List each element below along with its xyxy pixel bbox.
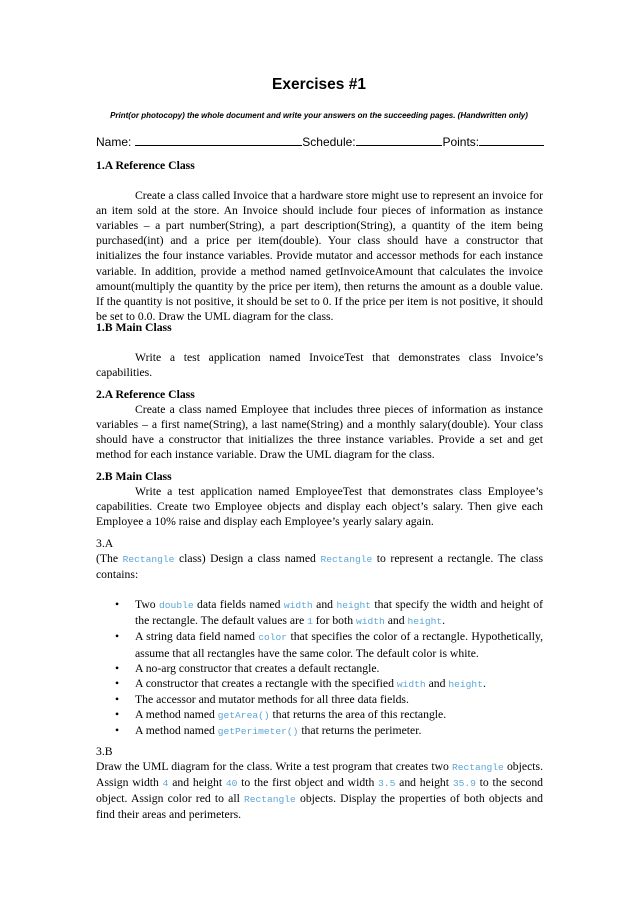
code-text: Rectangle <box>452 762 504 774</box>
text: that returns the perimeter. <box>298 724 422 738</box>
section-body: Write a test application named EmployeeTest that demonstrates class Employee’s capabilities. Create two Employee objects and display each object’s salary. Then give each Employee a 10% raise and display each Employee’s yearly salary again. <box>96 485 543 529</box>
name-label: Name: <box>96 135 132 149</box>
code-text: Rectangle <box>122 554 175 566</box>
code-text: 1 <box>307 616 313 628</box>
section-2a <box>96 387 543 462</box>
name-blank <box>135 133 302 146</box>
page-title: Exercises #1 <box>272 76 366 93</box>
schedule-blank <box>356 133 443 146</box>
section-3a <box>96 536 543 739</box>
text: and <box>425 676 449 690</box>
section-body: Write a test application named InvoiceTest that demonstrates class Invoice’s capabilities. <box>96 351 543 380</box>
text: that specify the width and height of the rectangle. The default values are <box>135 598 544 628</box>
section-heading: 1.A Reference Class <box>96 159 195 172</box>
code-text: width <box>396 678 426 690</box>
list-item <box>96 597 543 629</box>
bullet-list <box>96 597 543 739</box>
section-1a <box>96 158 543 324</box>
code-text: getArea() <box>217 709 270 721</box>
section-body: Create a class called Invoice that a hardware store might use to represent an invoice for an item sold at the store. An Invoice should include four pieces of information as instance variables – a part number(String), a part description(String), a quantity of the item being purchased(int) and a price per item(double). Your class should have a constructor that initializes the four instance variables. Provide mutator and accessor methods for each instance variable. In addition, provide a method named getInvoiceAmount that calculates the invoice amount(multiply the quantity by the price per item), then returns the amount as a double value. If the quantity is not positive, it should be set to 0. If the price per item is not positive, it should be set to 0.0. Draw the UML diagram for the class. <box>96 189 543 323</box>
code-text: height <box>336 600 371 612</box>
section-body: Create a class named Employee that includes three pieces of information as instance variables – a first name(String), a last name(String) and a monthly salary(double). Your class should have a constructor that initializes the three instance variables. Provide a set and get method for each instance variable. Draw the UML diagram for the class. <box>96 403 543 462</box>
text: to the second object. Assign color red to all <box>96 776 544 806</box>
section-heading: 2.B Main Class <box>96 470 172 483</box>
code-text: width <box>283 600 313 612</box>
header-fields <box>96 133 544 149</box>
text: to the first object and width <box>237 776 379 790</box>
instructions: Print(or photocopy) the whole document and write your answers on the succeeding pages. (Handwritten only) <box>110 111 528 120</box>
code-text: color <box>258 632 288 644</box>
section-1b <box>96 320 543 380</box>
section-3b <box>96 744 543 822</box>
list-item <box>96 629 543 660</box>
code-text: 35.9 <box>452 778 476 790</box>
points-blank <box>479 133 544 146</box>
text: that specifies the color of a rectangle. Hypothetically, assume that all rectangles have the same color. The default color is white. <box>135 630 543 660</box>
list-item: • A no-arg constructor that creates a default rectangle. <box>96 661 543 676</box>
text: that returns the area of this rectangle. <box>269 707 447 721</box>
text: (The <box>96 552 123 566</box>
text: A method named <box>135 707 218 721</box>
list-item <box>96 676 543 692</box>
code-text: 4 <box>162 778 169 790</box>
text: and height <box>395 776 453 790</box>
code-text: width <box>356 616 385 628</box>
section-2b <box>96 469 543 529</box>
text: Draw the UML diagram for the class. Write a test program that creates two <box>96 760 452 774</box>
schedule-label: Schedule: <box>302 135 356 149</box>
text: A method named <box>135 724 218 738</box>
list-item <box>96 707 543 723</box>
points-label: Points: <box>442 135 480 149</box>
code-text: 3.5 <box>378 778 396 790</box>
code-text: Rectangle <box>320 554 373 566</box>
text: for both <box>312 614 357 628</box>
section-intro <box>96 551 543 582</box>
text: A constructor that creates a rectangle with the specified <box>135 676 397 690</box>
text: . <box>442 614 446 628</box>
section-heading: 3.B <box>96 745 113 758</box>
text: Two <box>135 598 160 612</box>
section-heading: 3.A <box>96 537 114 550</box>
section-heading: 1.B Main Class <box>96 321 172 334</box>
text: objects. Assign width <box>96 760 543 790</box>
text: and <box>312 598 337 612</box>
text: data fields named <box>193 598 284 612</box>
text: and height <box>168 776 226 790</box>
text: class) Design a class named <box>174 552 321 566</box>
text: and <box>384 614 408 628</box>
code-text: getPerimeter() <box>217 726 299 738</box>
section-heading: 2.A Reference Class <box>96 388 195 401</box>
code-text: height <box>448 678 483 690</box>
code-text: 40 <box>225 778 238 790</box>
text: objects. Display the properties of both objects and find their areas and perimeters. <box>96 792 544 822</box>
text: to represent a rectangle. The class contains: <box>96 552 544 582</box>
code-text: height <box>407 616 443 628</box>
list-item <box>96 723 543 739</box>
code-text: Rectangle <box>244 794 296 806</box>
text: A string data field named <box>135 630 259 644</box>
text: . <box>482 676 486 690</box>
section-body <box>96 759 543 822</box>
list-item: • The accessor and mutator methods for all three data fields. <box>96 692 543 707</box>
code-text: double <box>159 600 194 612</box>
